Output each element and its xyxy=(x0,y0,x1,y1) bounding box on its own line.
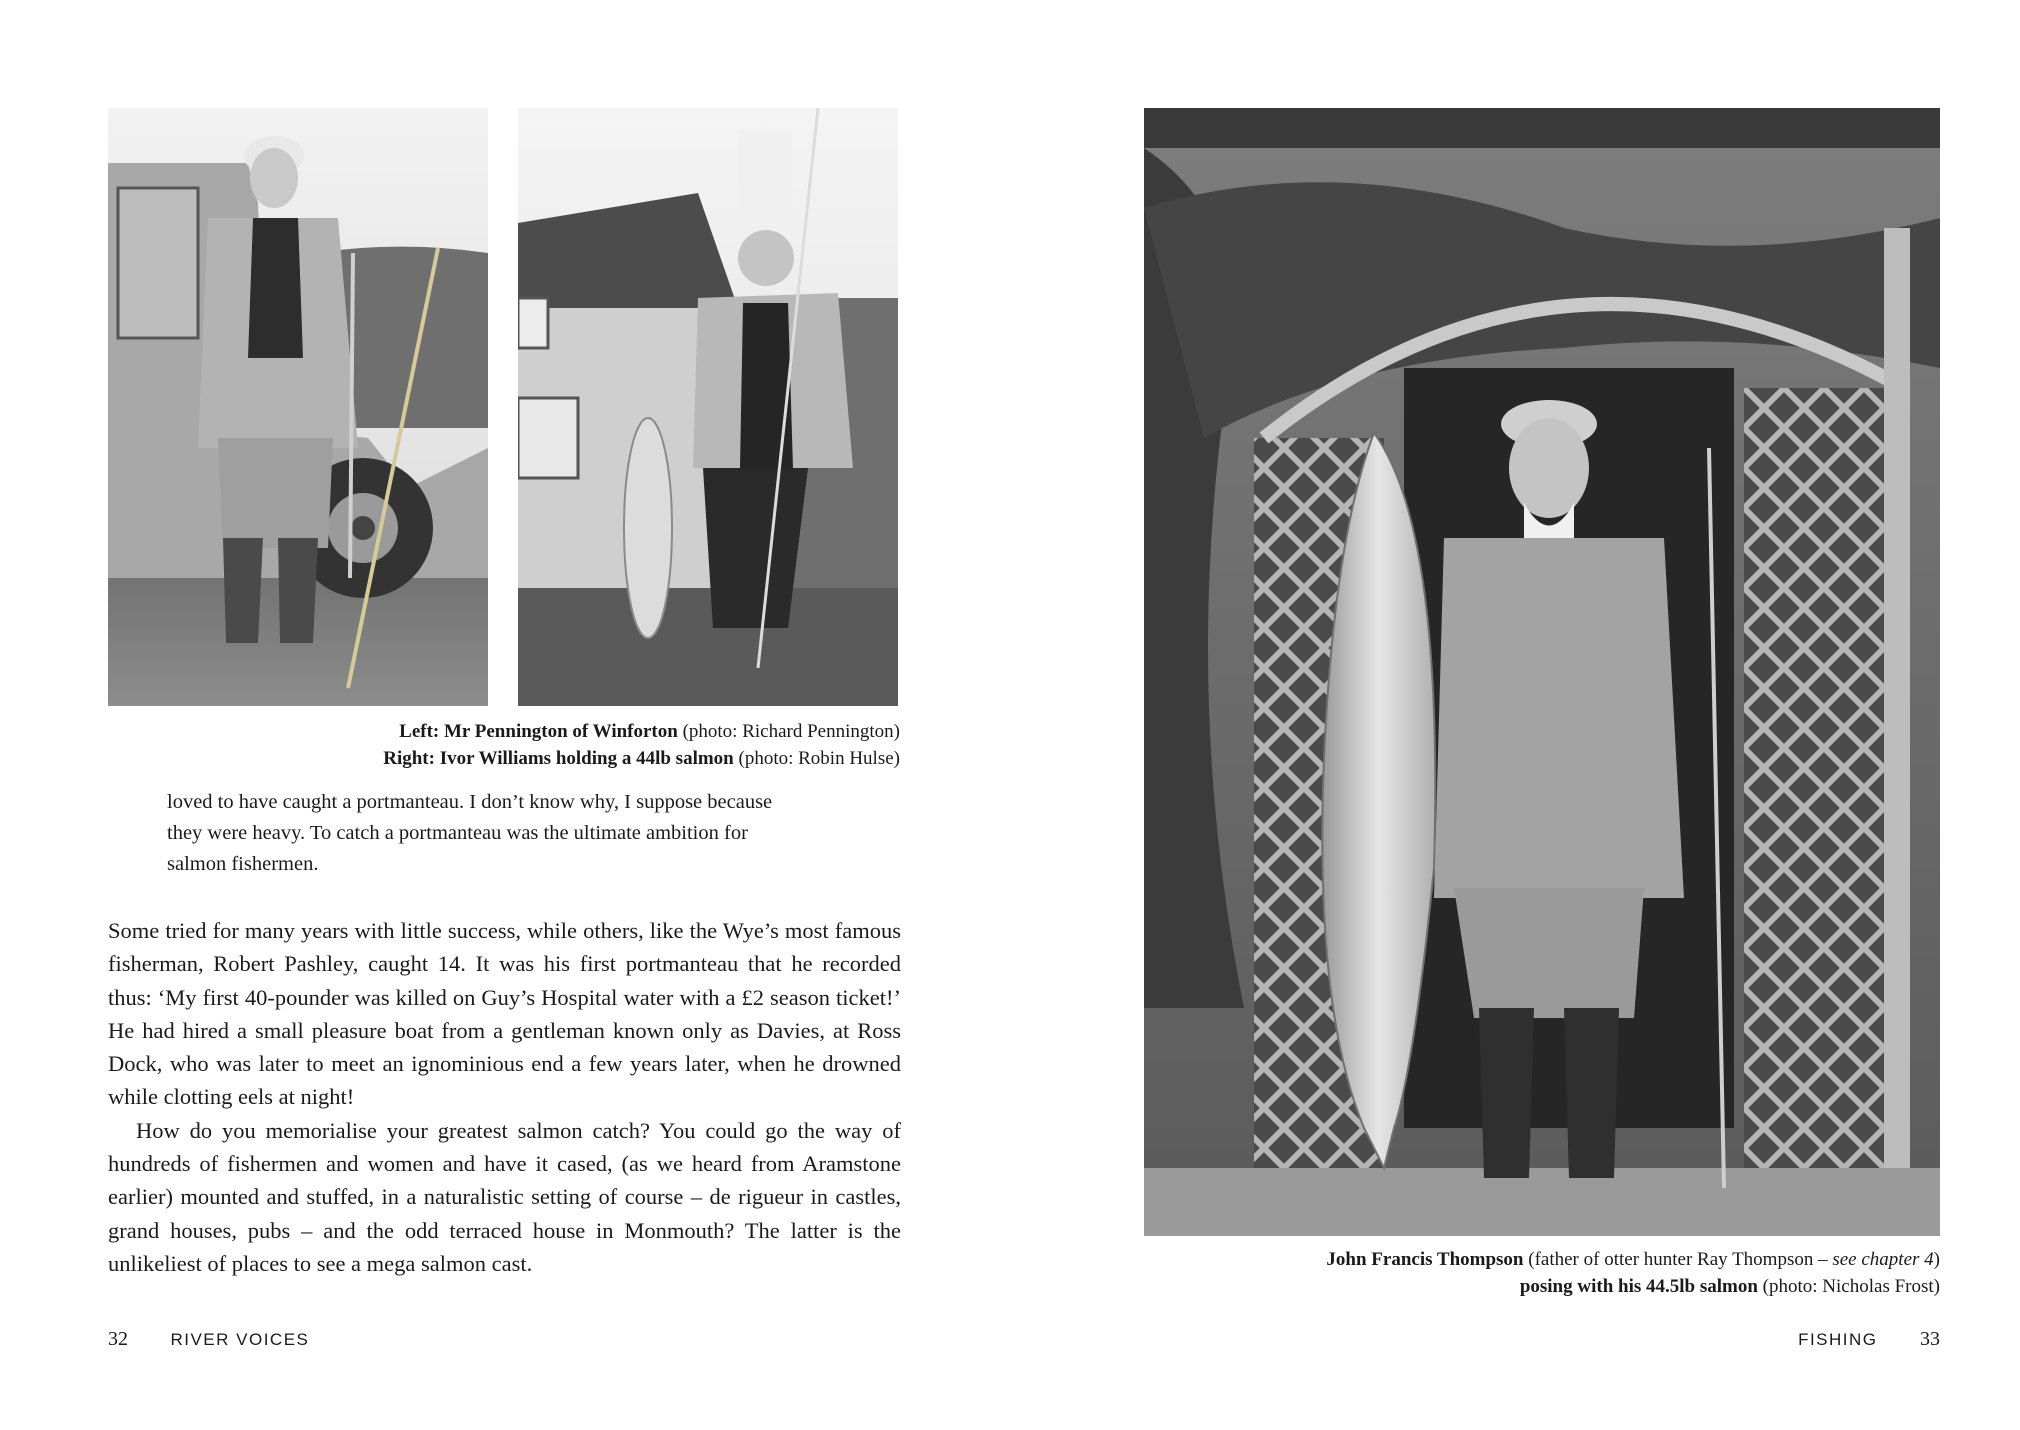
caption-left-photo: Left: Mr Pennington of Winforton (photo: Richard Pennington) xyxy=(399,721,900,742)
quote-line: they were heavy. To catch a portmanteau was the ultimate ambition for xyxy=(167,822,748,844)
quote-line: loved to have caught a portmanteau. I don’t know why, I suppose because xyxy=(167,791,773,813)
quote-line: salmon fishermen. xyxy=(167,853,319,875)
quotation-block xyxy=(167,787,867,880)
folio-right xyxy=(1798,1328,1940,1351)
photo-mr-pennington xyxy=(108,108,488,706)
running-head: FISHING xyxy=(1798,1330,1878,1349)
body-text xyxy=(108,914,901,1280)
folio-left xyxy=(108,1328,309,1351)
photo-john-francis-thompson xyxy=(1144,108,1940,1236)
caption-right-photo: Right: Ivor Williams holding a 44lb salmon (photo: Robin Hulse) xyxy=(383,748,900,769)
page-number: 33 xyxy=(1920,1328,1940,1350)
photo-captions-left xyxy=(80,718,900,772)
caption-line-2: posing with his 44.5lb salmon (photo: Nicholas Frost) xyxy=(1519,1276,1940,1297)
body-paragraph: Some tried for many years with little success, while others, like the Wye’s most famous fisherman, Robert Pashley, caught 14. It was his first portmanteau that he recorded thus: ‘My first 40-pounder was killed on Guy’s Hospital water with a £2 season ticket!’ He had hired a small pleasure boat from a gentleman known only as Davies, at Ross Dock, who was later to meet an ignominious end a few years later, when he drowned while clotting eels at night! xyxy=(108,918,901,1110)
photo-ivor-williams xyxy=(518,108,898,706)
photo-caption-right xyxy=(1120,1246,1940,1300)
right-page xyxy=(1010,0,2020,1430)
body-paragraph: How do you memorialise your greatest salmon catch? You could go the way of hundreds of fishermen and women and have it cased, (as we heard from Aramstone earlier) mounted and stuffed, in a naturalistic setting of course – de rigueur in castles, grand houses, pubs – and the odd terraced house in Monmouth? The latter is the unlikeliest of places to see a mega salmon cast. xyxy=(108,1117,901,1276)
running-head: RIVER VOICES xyxy=(170,1330,310,1349)
page-number: 32 xyxy=(108,1328,128,1350)
caption-line-1: John Francis Thompson (father of otter hunter Ray Thompson – see chapter 4) xyxy=(1326,1249,1940,1270)
